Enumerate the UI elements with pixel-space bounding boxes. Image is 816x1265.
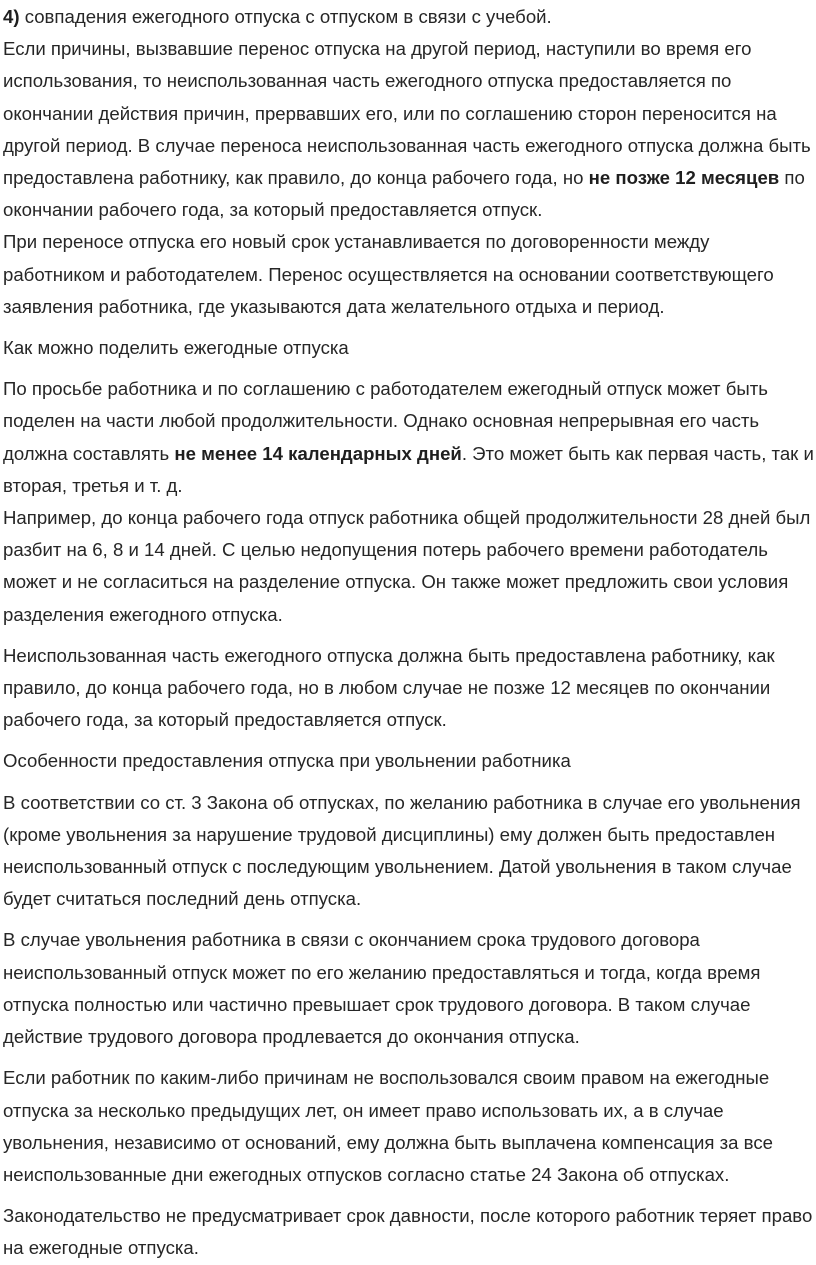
paragraph-text: по окончании рабочего года, за который предоставляется отпуск.	[3, 167, 805, 221]
paragraph-transfer	[3, 33, 816, 226]
paragraph-split	[3, 373, 816, 502]
section-heading-dismissal: Особенности предоставления отпуска при увольнении работника	[3, 750, 571, 772]
paragraph-limitation: Законодательство не предусматривает срок давности, после которого работник теряет право на ежегодные отпуска.	[3, 1205, 813, 1259]
bold-emphasis: не позже 12 месяцев	[588, 167, 780, 189]
paragraph-unused: Неиспользованная часть ежегодного отпуска должна быть предоставлена работнику, как правило, до конца рабочего года, но в любом случае не позже 12 месяцев по окончании рабочего года, за который предоставляется отпуск.	[3, 644, 775, 731]
list-item-text: совпадения ежегодного отпуска с отпуском в связи с учебой.	[19, 6, 552, 27]
section-heading-split: Как можно поделить ежегодные отпуска	[3, 337, 349, 359]
paragraph-compensation: Если работник по каким-либо причинам не воспользовался своим правом на ежегодные отпуска за несколько предыдущих лет, он имеет право использовать их, а в случае увольнения, независимо от оснований, ему должна быть выплачена компенсация за все неиспользованные дни ежегодных отпусков согласно статье 24 Закона об отпусках.	[3, 1067, 773, 1185]
paragraph-contract-end: В случае увольнения работника в связи с окончанием срока трудового договора неиспользованный отпуск может по его желанию предоставляться и тогда, когда время отпуска полностью или частично превышает срок трудового договора. В таком случае действие трудового договора продлевается до окончания отпуска.	[3, 929, 761, 1048]
paragraph-dismissal: В соответствии со ст. 3 Закона об отпусках, по желанию работника в случае его увольнения (кроме увольнения за нарушение трудовой дисциплины) ему должен быть предоставлен неиспользованный отпуск с последующим увольнением. Датой увольнения в таком случае будет считаться последний день отпуска.	[3, 791, 801, 910]
paragraph-text: Если причины, вызвавшие перенос отпуска на другой период, наступили во время его использования, то неиспользованная часть ежегодного отпуска предоставляется по окончании действия причин, прервавших его, или по соглашению сторон переносится на другой период. В случае переноса неиспользованная часть ежегодного отпуска должна быть предоставлена работнику, как правило, до конца рабочего года, но	[3, 38, 811, 189]
bold-emphasis: не менее 14 календарных дней	[174, 442, 462, 464]
paragraph-transfer-terms: При переносе отпуска его новый срок устанавливается по договоренности между работником и работодателем. Перенос осуществляется на основании соответствующего заявления работника, где указываются дата желательного отдыха и период.	[3, 231, 774, 317]
paragraph-text: . Это может быть как первая часть, так и вторая, третья и т. д.	[3, 442, 814, 496]
intro-list-item	[3, 1, 816, 33]
list-item-number: 4)	[3, 6, 20, 27]
paragraph-example: Например, до конца рабочего года отпуск работника общей продолжительности 28 дней был разбит на 6, 8 и 14 дней. С целью недопущения потерь рабочего времени работодатель может и не согласиться на разделение отпуска. Он также может предложить свои условия разделения ежегодного отпуска.	[3, 507, 811, 625]
paragraph-text: По просьбе работника и по соглашению с работодателем ежегодный отпуск может быть поделен на части любой продолжительности. Однако основная непрерывная его часть должна составлять	[3, 378, 768, 464]
document-page	[0, 1, 816, 1265]
